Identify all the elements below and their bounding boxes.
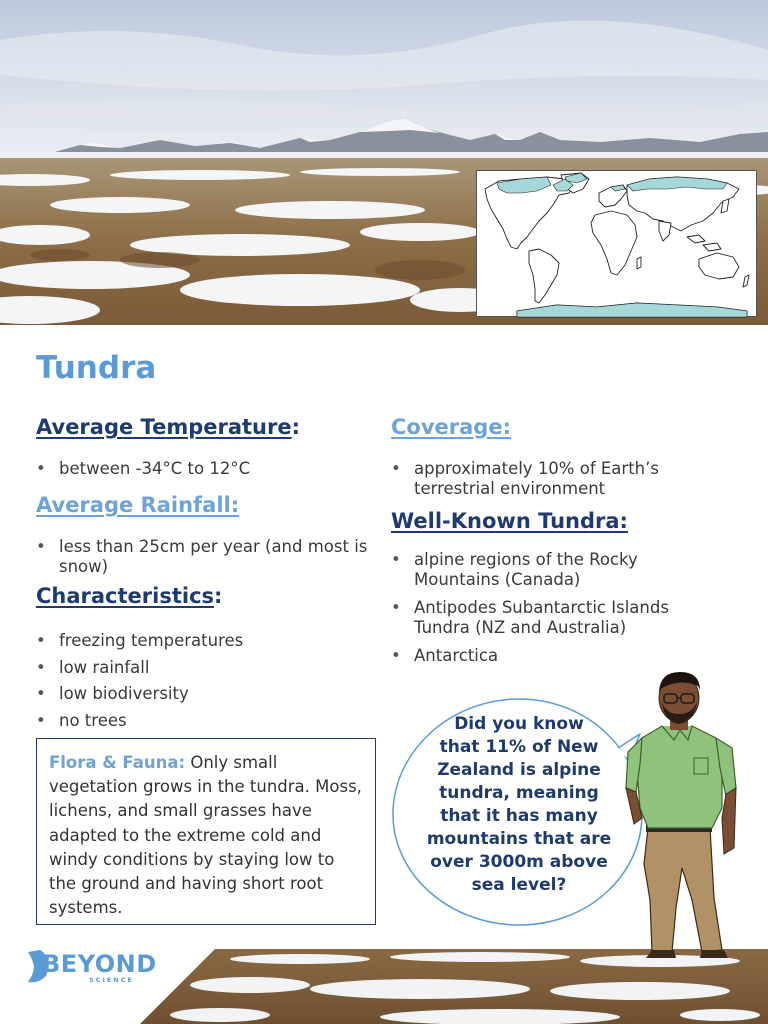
flora-fauna-box — [36, 738, 376, 925]
list-item: • approximately 10% of Earth’s terrestrial environment — [391, 459, 721, 499]
characteristics-heading-text: Characteristics — [36, 584, 215, 608]
temperature-heading-text: Average Temperature — [36, 415, 292, 439]
did-you-know-text — [414, 713, 624, 897]
rainfall-heading: Average Rainfall: — [36, 493, 240, 517]
coverage-heading: Coverage: — [391, 415, 511, 439]
well-known-list — [391, 550, 721, 666]
flora-fauna-lead: Flora & Fauna: — [49, 753, 186, 772]
bubble-line: tundra, meaning — [439, 783, 599, 803]
bubble-line: over 3000m above — [430, 852, 608, 872]
list-item: • Antipodes Subantarctic Islands Tundra (NZ and Australia) — [391, 598, 721, 638]
coverage-list — [391, 459, 721, 499]
bubble-line: Did you know — [454, 714, 584, 734]
temperature-heading-colon: : — [291, 415, 301, 439]
logo-wordmark: BEYOND — [42, 950, 157, 978]
list-item: • between -34°C to 12°C — [36, 459, 366, 479]
temperature-heading — [36, 415, 300, 439]
well-known-heading: Well-Known Tundra: — [391, 509, 628, 533]
list-item: • no trees — [36, 708, 366, 735]
list-item: • low rainfall — [36, 655, 366, 682]
characteristics-heading — [36, 584, 222, 608]
logo-subtitle: SCIENCE — [89, 976, 134, 984]
page-title: Tundra — [36, 350, 157, 386]
list-item: • less than 25cm per year (and most is snow) — [36, 537, 371, 577]
bubble-line: that it has many — [440, 806, 598, 826]
characteristics-heading-colon: : — [214, 584, 223, 608]
world-map-icon — [477, 171, 758, 318]
temperature-list — [36, 459, 366, 479]
bubble-line: Zealand is alpine — [437, 760, 601, 780]
characteristics-list — [36, 628, 366, 734]
list-item: • freezing temperatures — [36, 628, 366, 655]
list-item: • Antarctica — [391, 646, 721, 666]
world-map-inset — [476, 170, 757, 317]
bubble-line: mountains that are — [426, 829, 612, 849]
flora-fauna-text: Only small vegetation grows in the tundra. Moss, lichens, and small grasses have adapted to the extreme cold and windy conditions by staying low to the ground and having short root systems. — [49, 753, 362, 918]
bubble-line: that 11% of New — [439, 737, 599, 757]
rainfall-list — [36, 537, 371, 577]
bubble-line: sea level? — [471, 875, 567, 895]
list-item: • low biodiversity — [36, 681, 366, 708]
character-illustration — [618, 668, 748, 958]
list-item: • alpine regions of the Rocky Mountains (Canada) — [391, 550, 721, 590]
